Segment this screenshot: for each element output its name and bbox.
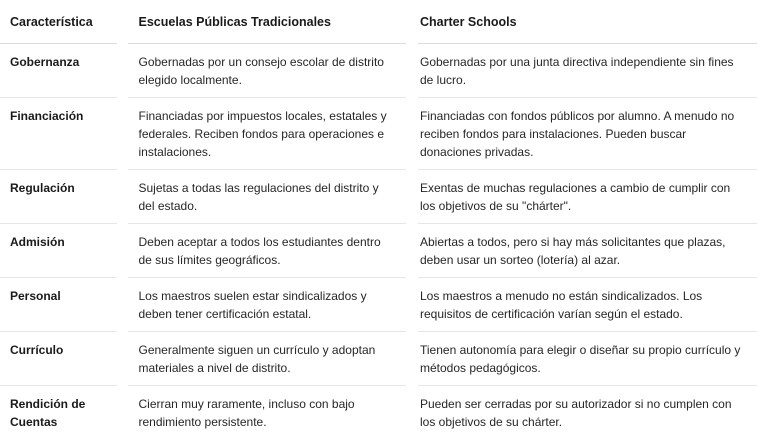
row-charter-cell: Pueden ser cerradas por su autorizador si no cumplen con los objetivos de su chárter. xyxy=(420,397,732,429)
row-charter-cell: Abiertas a todos, pero si hay más solicitantes que plazas, deben usar un sorteo (lotería) al azar. xyxy=(412,224,757,278)
table-row xyxy=(0,224,757,278)
table-row xyxy=(0,278,757,332)
row-feature: Gobernanza xyxy=(0,44,122,98)
table-body xyxy=(0,44,757,440)
row-public-cell: Financiadas por impuestos locales, estatales y federales. Reciben fondos para operaciones e instalaciones. xyxy=(122,98,412,170)
row-feature: Rendición de Cuentas xyxy=(0,386,122,440)
row-feature: Regulación xyxy=(0,170,122,224)
header-public-schools: Escuelas Públicas Tradicionales xyxy=(122,0,412,44)
row-public-cell: Cierran muy raramente, incluso con bajo rendimiento persistente. xyxy=(122,386,412,440)
row-charter-cell: Exentas de muchas regulaciones a cambio de cumplir con los objetivos de su "chárter". xyxy=(412,170,757,224)
row-feature: Admisión xyxy=(0,224,122,278)
table-row xyxy=(0,44,757,98)
table-row xyxy=(0,98,757,170)
table-header xyxy=(0,0,757,44)
table-row xyxy=(0,170,757,224)
row-charter-cell: Financiadas con fondos públicos por alumno. A menudo no reciben fondos para instalaciones. Pueden buscar donaciones privadas. xyxy=(412,98,757,170)
row-charter-cell: Tienen autonomía para elegir o diseñar su propio currículo y métodos pedagógicos. xyxy=(412,332,757,386)
row-public-cell: Gobernadas por un consejo escolar de distrito elegido localmente. xyxy=(122,44,412,98)
table-row xyxy=(0,386,757,440)
row-feature: Personal xyxy=(0,278,122,332)
row-charter-cell: Los maestros a menudo no están sindicalizados. Los requisitos de certificación varían según el estado. xyxy=(412,278,757,332)
row-public-cell: Sujetas a todas las regulaciones del distrito y del estado. xyxy=(122,170,412,224)
row-public-cell: Los maestros suelen estar sindicalizados y deben tener certificación estatal. xyxy=(122,278,412,332)
row-feature: Financiación xyxy=(0,98,122,170)
table-row xyxy=(0,332,757,386)
header-row xyxy=(0,0,757,44)
row-public-cell: Generalmente siguen un currículo y adoptan materiales a nivel de distrito. xyxy=(122,332,412,386)
row-feature: Currículo xyxy=(0,332,122,386)
header-feature: Característica xyxy=(0,0,122,44)
row-charter-cell: Gobernadas por una junta directiva independiente sin fines de lucro. xyxy=(412,44,757,98)
header-charter-schools: Charter Schools xyxy=(412,0,757,44)
row-public-cell: Deben aceptar a todos los estudiantes dentro de sus límites geográficos. xyxy=(122,224,412,278)
